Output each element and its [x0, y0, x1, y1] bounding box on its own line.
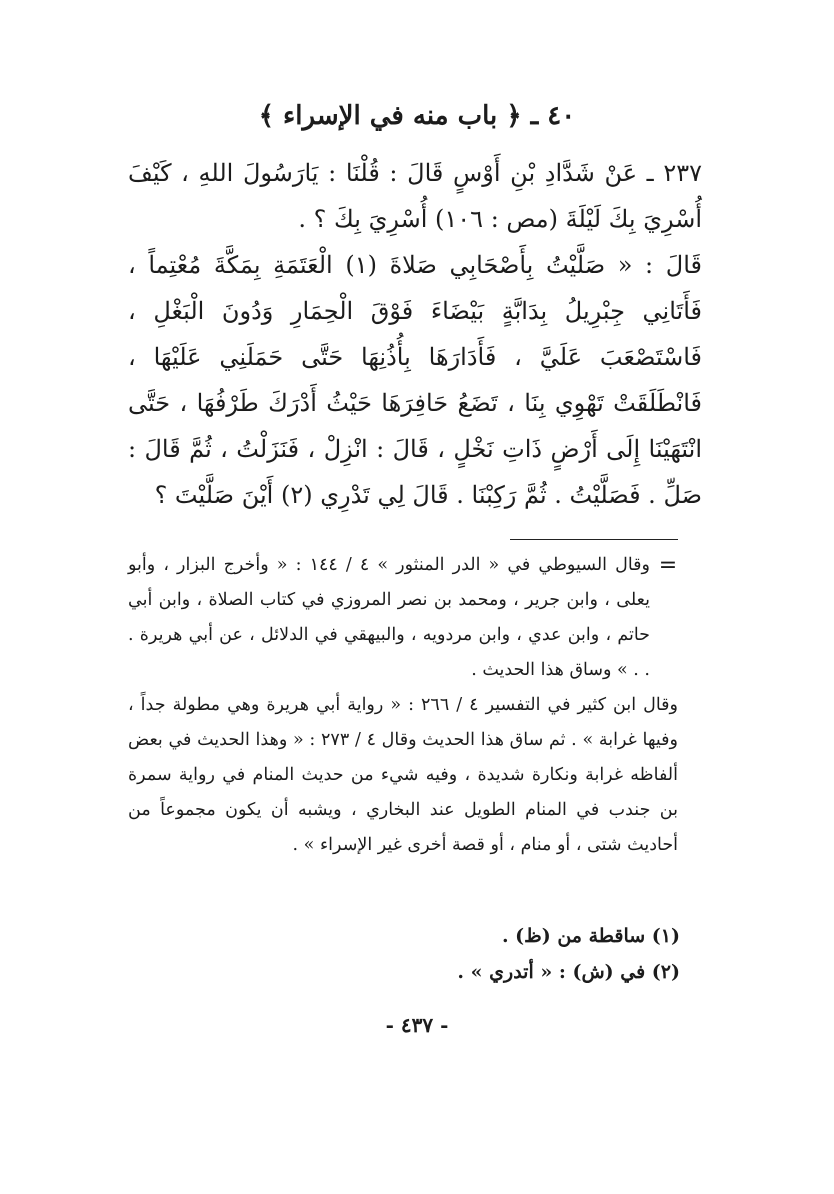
footnotes: [128, 918, 702, 990]
continuation-mark: =: [658, 553, 678, 578]
hadith-answer: قَالَ : « صَلَّيْتُ بِأَصْحَابِي صَلاةَ (١) الْعَتَمَةِ بِمَكَّةَ مُعْتِماً ، فَأَتَانِي جِبْرِيلُ بِدَابَّةٍ بَيْضَاءَ فَوْقَ الْحِمَارِ وَدُونَ الْبَغْلِ ، فَاسْتَصْعَبَ عَلَيَّ ، فَأَدَارَهَا بِأُذُنِهَا حَتَّى حَمَلَنِي عَلَيْهَا ، فَانْطَلَقَتْ تَهْوِي بِنَا ، تَضَعُ حَافِرَهَا حَيْثُ أَدْرَكَ طَرْفُهَا ، حَتَّى انْتَهَيْنَا إِلَى أَرْضٍ ذَاتِ نَخْلٍ ، قَالَ : انْزِلْ ، فَنَزَلْتُ ، ثُمَّ قَالَ : صَلِّ . فَصَلَّيْتُ . ثُمَّ رَكِبْنَا . قَالَ لِي تَدْرِي (٢) أَيْنَ صَلَّيْتَ ؟: [128, 251, 702, 509]
footnote-1: (١) ساقطة من (ظ) .: [501, 925, 680, 947]
hadith-question: ٢٣٧ ـ عَنْ شَدَّادِ بْنِ أَوْسٍ قَالَ : قُلْنَا : يَارَسُولَ اللهِ ، كَيْفَ أُسْرِيَ بِكَ لَيْلَةَ (مص : ١٠٦) أُسْرِيَ بِكَ ؟ .: [128, 159, 702, 233]
note-paragraph-ibn-kathir: وقال ابن كثير في التفسير ٤ / ٢٦٦ : « رواية أبي هريرة وهي مطولة جداً ، وفيها غرابة » . ثم ساق هذا الحديث وقال ٤ / ٢٧٣ : « وهذا الحديث في بعض ألفاظه غرابة ونكارة شديدة ، وفيه شيء من حديث المنام في رواية سمرة بن جندب في المنام الطويل عند البخاري ، ويشبه أن يكون مجموعاً من أحاديث شتى ، أو منام ، أو قصة أخرى غير الإسراء » .: [128, 695, 678, 855]
commentary-notes: [128, 548, 702, 863]
hadith-text: [128, 150, 702, 518]
footnote-2: (٢) في (ش) : « أتدري » .: [457, 961, 680, 983]
chapter-title: ٤٠ ـ ﴿ باب منه في الإسراء ﴾: [258, 101, 576, 131]
note-paragraph-suyuti: وقال السيوطي في « الدر المنثور » ٤ / ١٤٤ : « وأخرج البزار ، وأبو يعلى ، وابن جرير ، ومحمد بن نصر المروزي في كتاب الصلاة ، وابن أبي حاتم ، وابن عدي ، وابن مردويه ، والبيهقي في الدلائل ، عن أبي هريرة . . . » وساق هذا الحديث .: [128, 555, 650, 680]
page-number: - ٤٣٧ -: [385, 1013, 449, 1037]
footnote-separator: [510, 539, 678, 540]
